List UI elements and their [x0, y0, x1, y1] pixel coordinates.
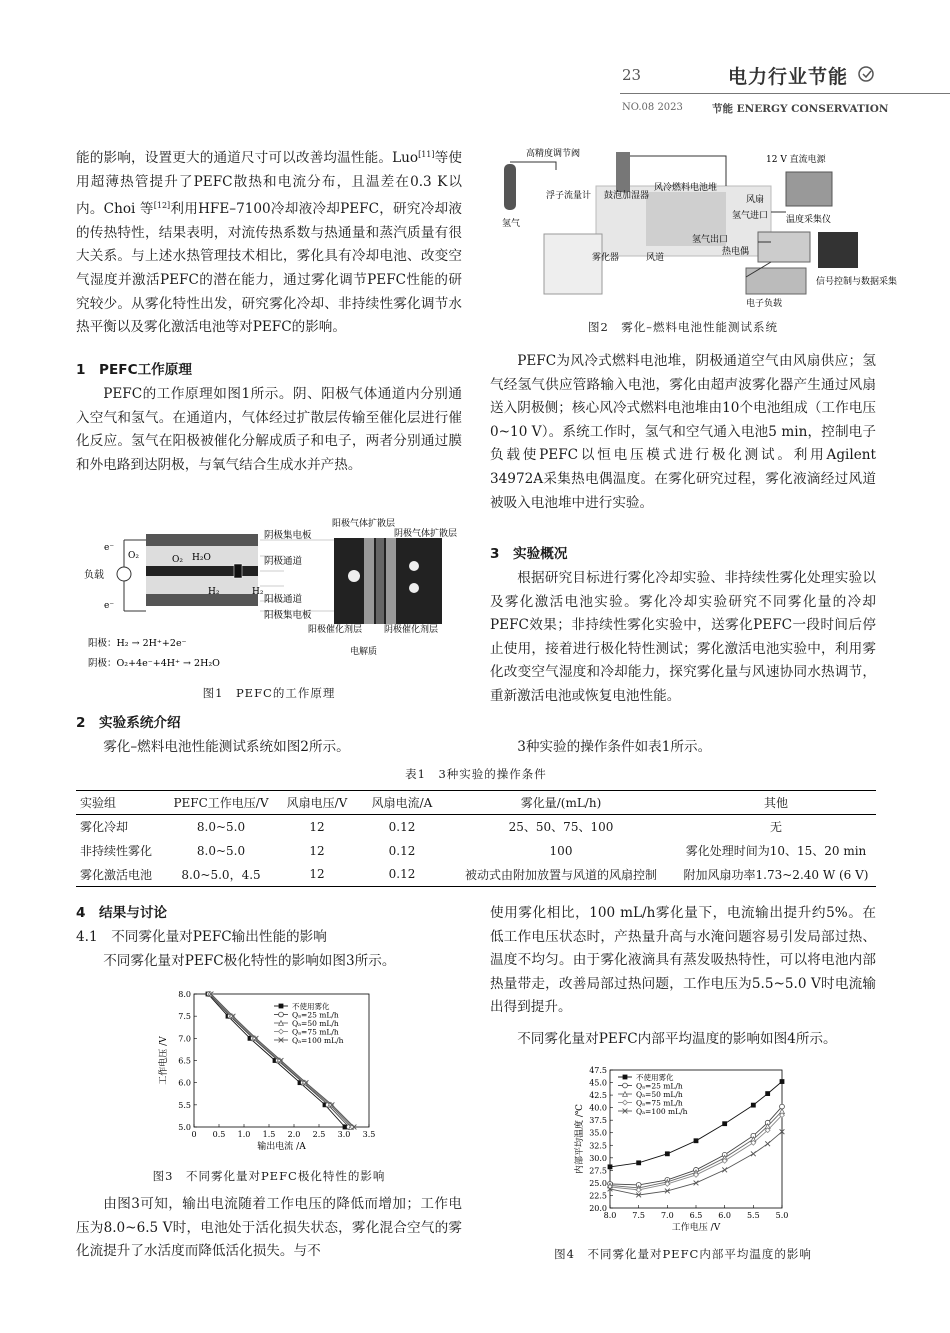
table-header: 其他 [676, 791, 876, 815]
x-axis-label: 输出电流 /A [257, 1142, 306, 1152]
section-1-heading: 1 PEFC工作原理 [76, 362, 192, 378]
header-rule [620, 93, 950, 94]
y-tick-label: 22.5 [589, 1191, 607, 1201]
y-tick-label: 42.5 [589, 1091, 607, 1101]
svg-text:雾化器: 雾化器 [592, 253, 620, 263]
svg-text:电解质: 电解质 [350, 647, 378, 657]
legend-label: Qₐ=100 mL/h [636, 1107, 688, 1116]
table-header: 雾化量/(mL/h) [446, 791, 676, 815]
data-point [694, 1138, 699, 1143]
svg-text:阳极：H₂ → 2H⁺+2e⁻: 阳极：H₂ → 2H⁺+2e⁻ [88, 638, 187, 649]
svg-text:阴极催化剂层: 阴极催化剂层 [384, 625, 439, 635]
svg-text:O₂: O₂ [128, 551, 139, 561]
svg-text:信号控制与数据采集: 信号控制与数据采集 [816, 277, 898, 287]
section-3-heading: 3 实验概况 [490, 546, 568, 562]
legend-marker [279, 1004, 284, 1009]
section-label: 节能 ENERGY CONSERVATION [712, 103, 889, 115]
figure-4-chart [560, 1062, 800, 1242]
y-tick-label: 25.0 [589, 1178, 607, 1188]
x-tick-label: 6.5 [689, 1211, 703, 1220]
y-tick-label: 27.5 [589, 1166, 607, 1176]
svg-text:氢气进口: 氢气进口 [732, 211, 769, 221]
table-row: 非持续性雾化 8.0~5.0 12 0.12 100 雾化处理时间为10、15、20 min [80, 843, 867, 858]
table-row: 雾化冷却 8.0~5.0 12 0.12 25、50、75、100 无 [80, 819, 782, 835]
y-tick-label: 35.0 [589, 1128, 607, 1138]
section-2-text: 雾化–燃料电池性能测试系统如图2所示。 [103, 739, 350, 755]
x-tick-label: 1.5 [262, 1130, 276, 1139]
fig1-e-bottom: e⁻ [104, 601, 115, 611]
x-tick-label: 7.0 [660, 1211, 674, 1220]
table-header: 实验组 [76, 791, 166, 815]
table-header: 风扇电压/V [276, 791, 358, 815]
svg-text:鼓泡加湿器: 鼓泡加湿器 [604, 191, 650, 201]
x-tick-label: 5.5 [746, 1211, 760, 1220]
legend-label: Qₐ=50 mL/h [636, 1090, 683, 1099]
svg-text:热电偶: 热电偶 [722, 247, 750, 257]
issue-number: NO.08 2023 [622, 102, 683, 113]
table-1 [76, 790, 876, 887]
system-description: PEFC为风冷式燃料电池堆，阴极通道空气由风扇供应；氢气经氢气供应管路输入电池，雾化由超声波雾化器产生通过风扇送入阴极侧；核心风冷式燃料电池堆由10个电池组成（工作电压0~10 V）。系统工作时，氢气和空气通入电池5 min，控制电子负载使PEFC以恒电压模式进行极化测试。利用Agilent 34972A采集热电偶温度。在雾化研究过程，雾化液滴经过风道被吸入电池堆中进行实验。 [490, 353, 876, 511]
svg-text:阴极集电板: 阴极集电板 [264, 530, 312, 541]
y-tick-label: 47.5 [589, 1066, 607, 1075]
x-tick-label: 6.0 [718, 1211, 732, 1220]
data-point [751, 1151, 756, 1156]
x-tick-label: 0.5 [212, 1130, 226, 1139]
figure-3-chart [150, 984, 380, 1164]
y-tick-label: 7.5 [178, 1012, 191, 1022]
y-tick-label: 40.0 [589, 1103, 607, 1113]
legend-label: Qₐ=25 mL/h [292, 1010, 339, 1020]
discussion-continued: 使用雾化相比，100 mL/h雾化量下，电流输出提升约5%。在低工作电压状态时，产热量升高与水淹问题容易引发局部过热、温度不均匀。由于雾化液滴具有蒸发吸热特性，可以将电池内部热量带走，改善局部过热问题，工作电压为5.5~5.0 V时电流输出得到提升。 [490, 905, 876, 1016]
y-tick-label: 5.5 [178, 1100, 191, 1110]
svg-text:H₂O: H₂O [192, 553, 211, 563]
y-tick-label: 45.0 [589, 1078, 607, 1088]
svg-text:温度采集仪: 温度采集仪 [786, 215, 832, 225]
table-1-caption: 表1 3种实验的操作条件 [405, 767, 547, 781]
page-number: 23 [622, 66, 642, 84]
legend-label: Qₐ=25 mL/h [636, 1081, 683, 1091]
x-tick-label: 7.5 [632, 1211, 646, 1220]
x-tick-label: 2.0 [287, 1130, 301, 1139]
data-point [751, 1103, 756, 1108]
svg-text:浮子流量计: 浮子流量计 [546, 191, 592, 201]
fig1-load: 负载 [84, 570, 104, 581]
y-axis-label: 内部平均温度 /℃ [575, 1104, 585, 1174]
svg-text:风冷燃料电池堆: 风冷燃料电池堆 [654, 183, 718, 193]
svg-text:阴极气体扩散层: 阴极气体扩散层 [394, 529, 458, 539]
svg-text:H₂: H₂ [252, 587, 264, 597]
section-4-1-text: 不同雾化量对PEFC极化特性的影响如图3所示。 [103, 953, 396, 969]
svg-text:氢气出口: 氢气出口 [692, 235, 729, 245]
x-tick-label: 3.5 [362, 1130, 376, 1139]
x-tick-label: 3.0 [337, 1130, 351, 1139]
svg-text:阳极集电板: 阳极集电板 [264, 610, 312, 621]
data-point [608, 1164, 613, 1169]
figure-1-caption: 图1 PEFC的工作原理 [202, 686, 336, 700]
data-point [722, 1121, 727, 1126]
figure-2 [496, 142, 898, 312]
legend-label: Qₐ=100 mL/h [292, 1036, 344, 1045]
journal-title: 电力行业节能 [728, 66, 849, 88]
y-tick-label: 8.0 [178, 990, 191, 999]
section-3-text: 根据研究目标进行雾化冷却实验、非持续性雾化处理实验以及雾化激活电池实验。雾化冷却实验研究不同雾化量的冷却PEFC效果；非持续性雾化实验中，送雾化PEFC一段时间后停止使用，接着进行极化特性测试；雾化激活电池实验中，利用雾化改变空气湿度和冷却能力，探究雾化量与风速协同水热调节，重新激活电池或恢复电池性能。 [490, 570, 876, 704]
svg-text:阳极通道: 阳极通道 [264, 594, 303, 605]
table-header: PEFC工作电压/V [166, 791, 276, 815]
figure-4-caption: 图4 不同雾化量对PEFC内部平均温度的影响 [554, 1247, 812, 1261]
legend-label: 不使用雾化 [636, 1073, 674, 1082]
legend-marker [623, 1083, 628, 1088]
svg-text:阴极：O₂+4e⁻+4H⁺ → 2H₂O: 阴极：O₂+4e⁻+4H⁺ → 2H₂O [88, 658, 220, 669]
table-row: 雾化激活电池 8.0~5.0，4.5 12 0.12 被动式由附加放置与风道的风扇控制 附加风扇功率1.73~2.40 W (6 V) [80, 867, 869, 882]
intro-paragraph: 能的影响，设置更大的通道尺寸可以改善均温性能。Luo[11]等使用超薄热管提升了PEFC散热和电流分布，且温差在0.3 K以内。Choi 等[12]利用HFE–7100冷却液冷却PEFC，研究冷却液的传热特性，结果表明，对流传热系数与热通量和蒸汽质量有很大关系。与上述水热管理技术相比，雾化具有冷却电池、改变空气湿度并激活PEFC的潜在能力，通过雾化调节PEFC性能的研究较少。从雾化特性出发，研究雾化冷却、非持续性雾化调节水热平衡以及雾化激活电池等对PEFC的影响。 [76, 150, 463, 336]
fig1-e-top: e⁻ [104, 543, 115, 553]
discussion-paragraph: 由图3可知，输出电流随着工作电压的降低而增加；工作电压为8.0~6.5 V时，电池处于活化损失状态，雾化混合空气的雾化流提升了水活度而降低活化损失。与不 [76, 1196, 462, 1260]
section-2-heading: 2 实验系统介绍 [76, 715, 181, 731]
svg-text:阳极气体扩散层: 阳极气体扩散层 [332, 519, 396, 529]
legend-label: Qₐ=75 mL/h [636, 1098, 683, 1108]
svg-text:氢气: 氢气 [502, 219, 521, 229]
y-axis-label: 工作电压 /V [159, 1036, 169, 1085]
svg-text:电子负载: 电子负载 [746, 299, 783, 309]
svg-text:阴极通道: 阴极通道 [264, 556, 303, 567]
svg-text:阳极催化剂层: 阳极催化剂层 [308, 625, 363, 635]
y-tick-label: 30.0 [589, 1153, 607, 1163]
section-4-heading: 4 结果与讨论 [76, 905, 168, 921]
figure-3-caption: 图3 不同雾化量对PEFC极化特性的影响 [152, 1169, 386, 1183]
svg-text:风扇: 风扇 [746, 195, 765, 205]
data-point [780, 1079, 785, 1084]
x-axis-label: 工作电压 /V [671, 1223, 721, 1233]
y-tick-label: 6.5 [178, 1056, 191, 1066]
table-header: 风扇电流/A [358, 791, 446, 815]
section-4-1-heading: 4.1 不同雾化量对PEFC输出性能的影响 [76, 929, 327, 945]
figure-2-caption: 图2 雾化–燃料电池性能测试系统 [587, 320, 779, 334]
svg-text:风道: 风道 [646, 253, 665, 263]
data-point [636, 1160, 641, 1165]
y-tick-label: 32.5 [589, 1141, 607, 1151]
section-1-text: PEFC的工作原理如图1所示。阴、阳极气体通道内分别通入空气和氢气。在通道内，气体经过扩散层传输至催化层进行催化反应。氢气在阳极被催化分解成质子和电子，两者分别通过膜和外电路到达阴极，与氧气结合生成水并产热。 [76, 386, 462, 473]
legend-label: Qₐ=50 mL/h [292, 1019, 339, 1028]
svg-text:H₂: H₂ [208, 587, 220, 597]
data-point [665, 1151, 670, 1156]
data-point [765, 1141, 770, 1146]
figure-4-intro: 不同雾化量对PEFC内部平均温度的影响如图4所示。 [517, 1031, 837, 1047]
y-tick-label: 6.0 [178, 1078, 191, 1088]
y-tick-label: 5.0 [178, 1123, 191, 1132]
legend-marker [279, 1029, 284, 1034]
y-tick-label: 37.5 [589, 1116, 607, 1126]
figure-1 [84, 516, 458, 678]
x-tick-label: 2.5 [312, 1130, 326, 1139]
x-tick-label: 1.0 [237, 1130, 251, 1139]
svg-text:高精度调节阀: 高精度调节阀 [526, 149, 581, 159]
data-point [765, 1091, 770, 1096]
x-tick-label: 8.0 [603, 1211, 617, 1220]
svg-text:O₂: O₂ [172, 555, 183, 565]
section-3-text-2: 3种实验的操作条件如表1所示。 [517, 739, 712, 755]
legend-marker [279, 1012, 284, 1017]
data-point [722, 1167, 727, 1172]
legend-label: Qₐ=75 mL/h [292, 1027, 339, 1037]
legend-label: 不使用雾化 [292, 1002, 330, 1011]
x-tick-label: 0 [191, 1130, 197, 1139]
journal-logo-icon [857, 64, 877, 84]
svg-text:12 V 直流电源: 12 V 直流电源 [766, 155, 826, 165]
y-tick-label: 20.0 [589, 1204, 607, 1213]
legend-marker [623, 1075, 628, 1080]
x-tick-label: 5.0 [775, 1211, 789, 1220]
legend-marker [623, 1100, 628, 1105]
series-line [610, 1115, 782, 1190]
y-tick-label: 7.0 [178, 1034, 191, 1044]
